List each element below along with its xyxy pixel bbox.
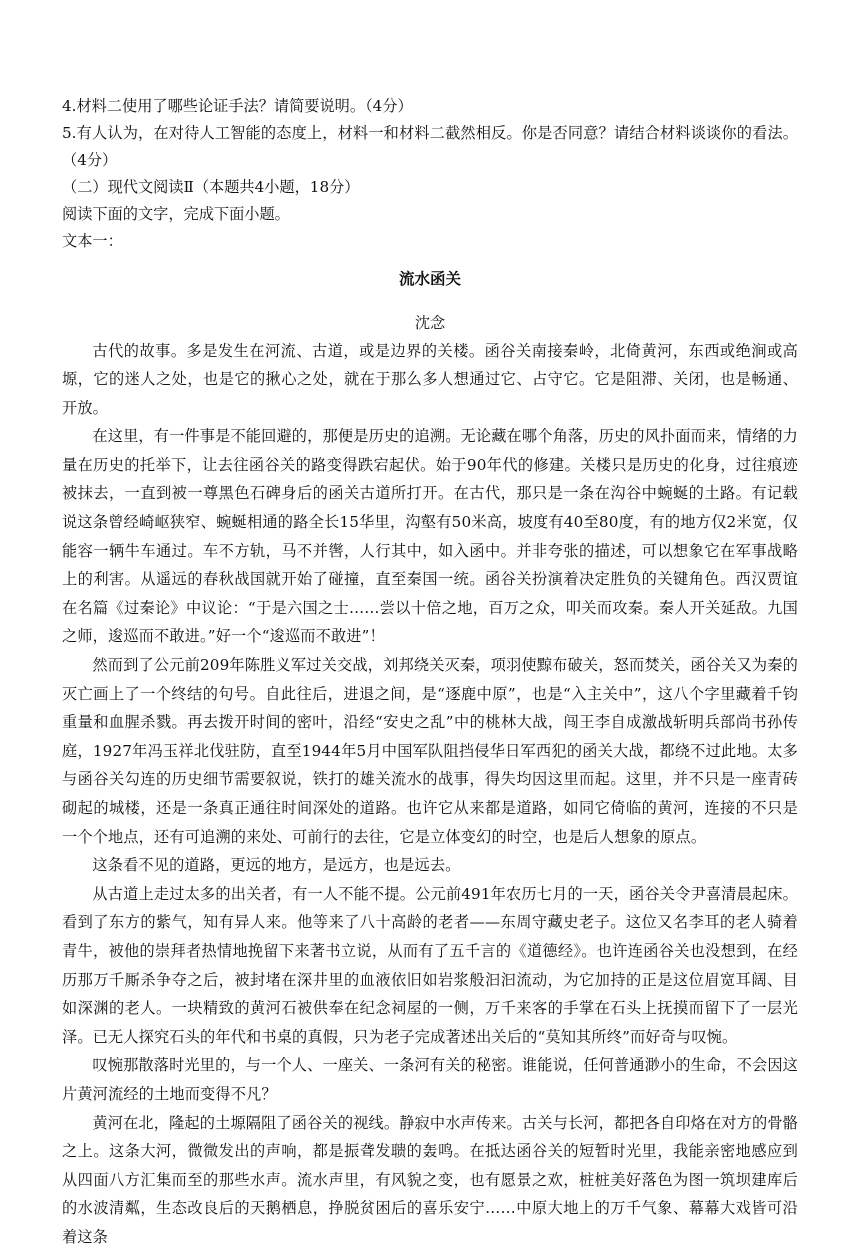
paragraph: 从古道上走过太多的出关者，有一人不能不提。公元前491年农历七月的一天，函谷关令尹喜清晨起床。看到了东方的紫气，知有异人来。他等来了八十高龄的老者——东周守藏史老子。这位又名李耳的老人骑着青牛，被他的崇拜者热情地挽留下来著书立说，从而有了五千言的《道德经》。也许连函谷关也没想到，在经历那万千厮杀争夺之后，被封堵在深井里的血液依旧如岩浆般汩汩流动，为它加持的正是这位眉宽耳阔、目如深渊的老人。一块精致的黄河石被供奉在纪念祠屋的一侧，万千来客的手掌在石头上抚摸而留下了一层光泽。已无人探究石头的年代和书桌的真假，只为老子完成著述出关后的“莫知其所终”而好奇与叹惋。 (62, 884, 798, 1046)
paragraph: 然而到了公元前209年陈胜义军过关交战，刘邦绕关灭秦，项羽使黥布破关，怒而焚关，函谷关又为秦的灭亡画上了一个终结的句号。自此往后，进退之间，是“逐鹿中原”，也是“入主关中”，这八个字里藏着千钧重量和血腥杀戮。再去拨开时间的密叶，沿经“安史之乱”中的桃林大战，闯王李自成激战斩明兵部尚书孙传庭，1927年冯玉祥北伐驻防，直至1944年5月中国军队阻挡侵华日军西犯的函关大战，都绕不过此地。太多与函谷关勾连的历史细节需要叙说，铁打的雄关流水的战事，得失均因这里而起。这里，并不只是一座青砖砌起的城楼，还是一条真正通往时间深处的道路。也许它从来都是道路，如同它倚临的黄河，连接的不只是一个个地点，还有可追溯的来处、可前行的去往，它是立体变幻的时空，也是后人想象的原点。 (62, 656, 798, 846)
article-body (62, 337, 798, 1252)
question-4: 4.材料二使用了哪些论证手法？请简要说明。（4分） (62, 97, 413, 115)
text-label: 文本一： (62, 232, 123, 250)
paragraph: 这条看不见的道路，更远的地方，是远方，也是远去。 (92, 856, 461, 875)
paragraph: 古代的故事。多是发生在河流、古道，或是边界的关楼。函谷关南接秦岭，北倚黄河，东西或绝涧或高塬，它的迷人之处，也是它的揪心之处，就在于那么多人想通过它、占守它。它是阻滞、关闭，也是畅通、开放。 (62, 341, 798, 417)
article-author: 沈念 (414, 313, 446, 332)
paragraph: 在这里，有一件事是不能回避的，那便是历史的追溯。无论藏在哪个角落，历史的风扑面而来，情绪的力量在历史的托举下，让去往函谷关的路变得跌宕起伏。始于90年代的修建。关楼只是历史的化身，过往痕迹被抹去，一直到被一尊黑色石碑身后的函关古道所打开。在古代，那只是一条在沟谷中蜿蜒的土路。有记载说这条曾经崎岖狭窄、蜿蜒相通的路全长15华里，沟壑有50米高，坡度有40至80度，有的地方仅2米宽，仅能容一辆牛车通过。车不方轨，马不并辔，人行其中，如入函中。并非夸张的描述，可以想象它在军事战略上的利害。从遥远的春秋战国就开始了碰撞，直至秦国一统。函谷关扮演着决定胜负的关键角色。西汉贾谊在名篇《过秦论》中议论：“于是六国之士……尝以十倍之地，百万之众，叩关而攻秦。秦人开关延敌。九国之师，逡巡而不敢进。”好一个“逡巡而不敢进”！ (62, 427, 798, 646)
paragraph: 黄河在北，隆起的土塬隔阻了函谷关的视线。静寂中水声传来。古关与长河，都把各自印烙在对方的骨骼之上。这条大河，微微发出的声响，都是振聋发聩的轰鸣。在抵达函谷关的短暂时光里，我能亲密地感应到从四面八方汇集而至的那些水声。流水声里，有风貌之变，也有愿景之欢，桩桩美好落色为图一筑坝建库后的水波清粼，生态改良后的天鹅栖息，挣脱贫困后的喜乐安宁……中原大地上的万千气象、幕幕大戏皆可沿着这条 (62, 1113, 798, 1246)
section-instruction: 阅读下面的文字，完成下面小题。 (62, 205, 290, 223)
question-5: 5.有人认为，在对待人工智能的态度上，材料一和材料二截然相反。你是否同意？请结合材料谈谈你的看法。（4分） (62, 124, 798, 169)
paragraph: 叹惋那散落时光里的，与一个人、一座关、一条河有关的秘密。谁能说，任何普通渺小的生命，不会因这片黄河流经的土地而变得不凡？ (62, 1056, 798, 1103)
article-title: 流水函关 (398, 269, 461, 288)
section-heading: （二）现代文阅读Ⅱ（本题共4小题，18分） (62, 178, 360, 196)
document-page (62, 93, 798, 1252)
